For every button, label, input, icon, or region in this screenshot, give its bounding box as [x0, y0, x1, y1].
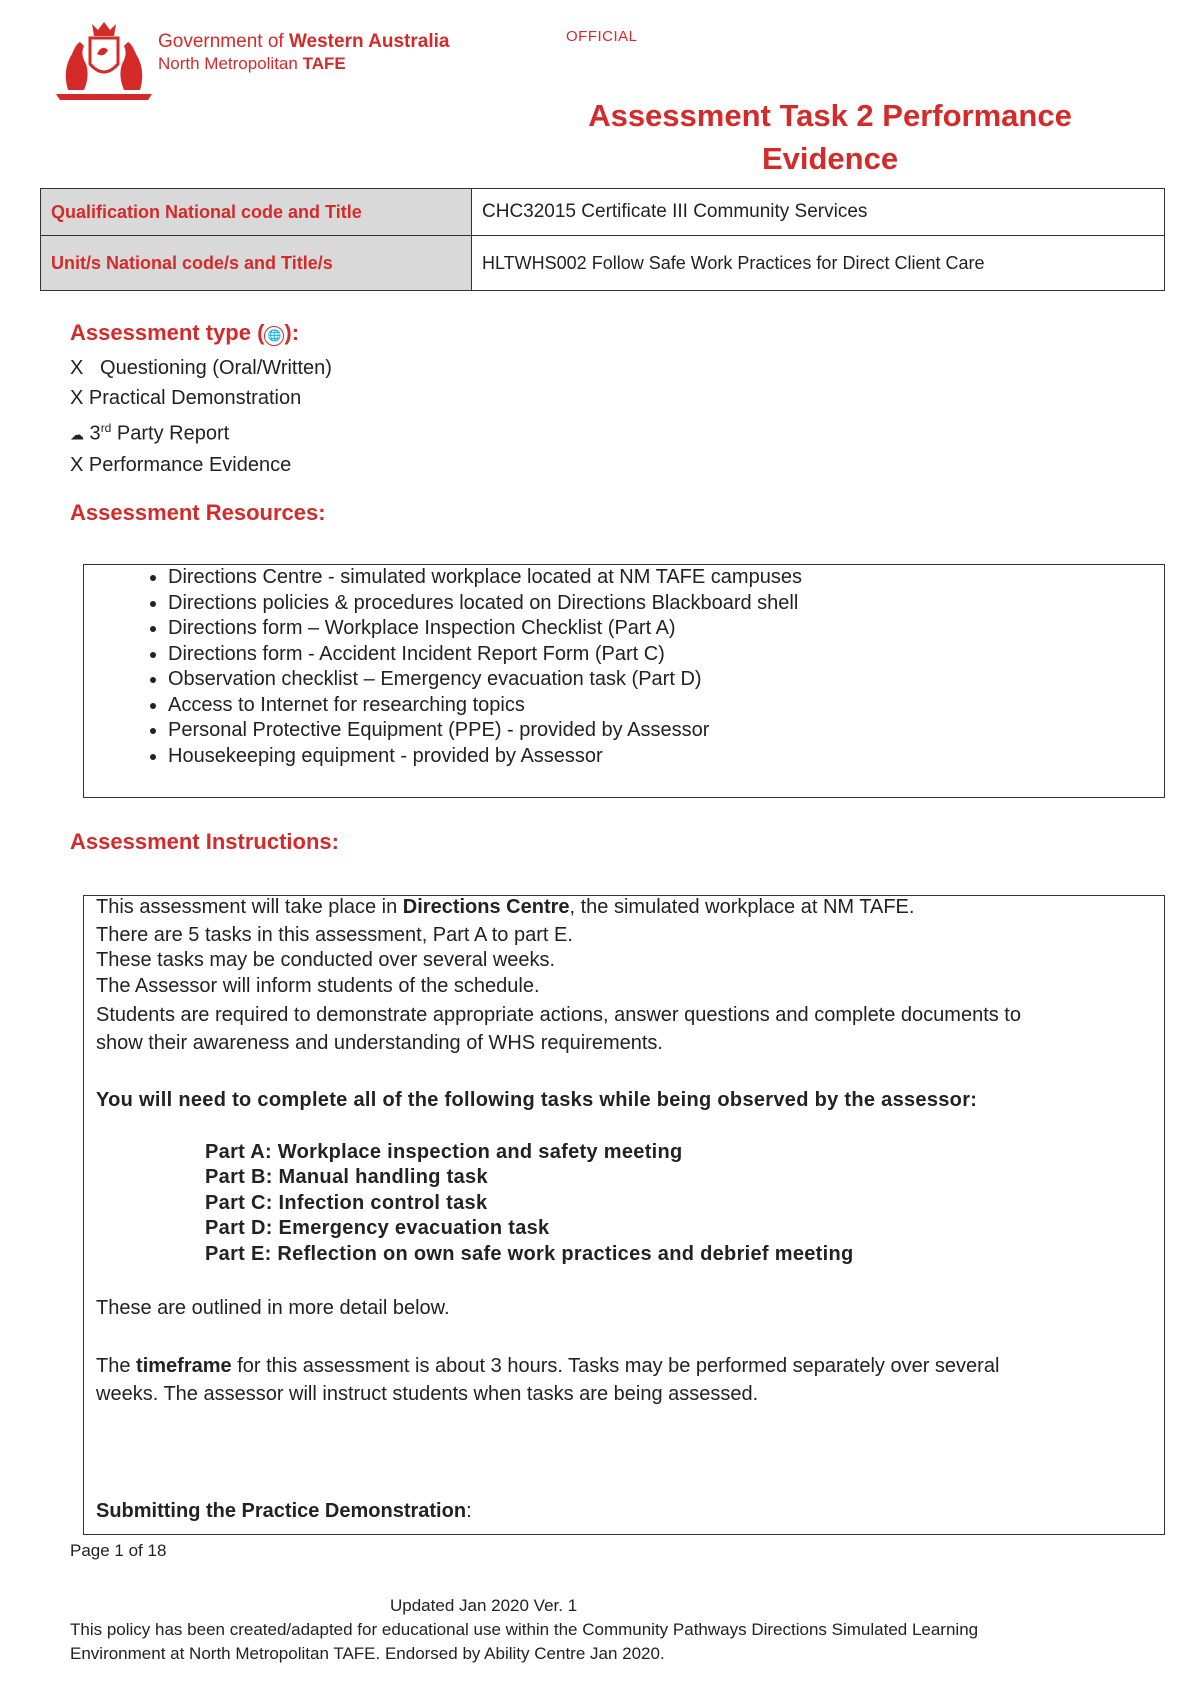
government-name: Government of Western Australia — [158, 31, 450, 52]
unit-label: Unit/s National code/s and Title/s — [41, 236, 472, 291]
page-title: Assessment Task 2 Performance Evidence — [588, 98, 1072, 176]
task-item: Part B: Manual handling task — [205, 1166, 488, 1188]
list-item: X Practical Demonstration — [70, 387, 302, 409]
list-item: • Observation checklist – Emergency evacuation task (Part D) — [168, 667, 1164, 693]
list-item: ☁ 3rd Party Report — [70, 421, 230, 445]
instructions-line: weeks. The assessor will instruct students when tasks are being assessed. — [96, 1383, 759, 1405]
instructions-line: These are outlined in more detail below. — [96, 1297, 450, 1319]
assessment-type-list — [70, 353, 332, 480]
list-item: • Directions form – Workplace Inspection Checklist (Part A) — [168, 616, 1164, 642]
unit-value: HLTWHS002 Follow Safe Work Practices for Direct Client Care — [472, 236, 1165, 291]
list-item: • Directions policies & procedures located on Directions Blackboard shell — [168, 591, 1164, 617]
timeframe-line: The timeframe for this assessment is about 3 hours. Tasks may be performed separately over several — [96, 1355, 1000, 1377]
instructions-line: The Assessor will inform students of the schedule. — [96, 975, 540, 997]
instructions-box — [83, 895, 1165, 1535]
wa-government-crest-logo — [50, 20, 158, 102]
classification-label: OFFICIAL — [566, 28, 638, 45]
assessment-type-heading: Assessment type ( 🌐 ): — [70, 320, 300, 345]
tasks-intro: You will need to complete all of the following tasks while being observed by the assessor: — [96, 1089, 978, 1111]
task-item: Part A: Workplace inspection and safety meeting — [205, 1141, 683, 1163]
instructions-line: Students are required to demonstrate appropriate actions, answer questions and complete documents to — [96, 1004, 1021, 1026]
policy-text: This policy has been created/adapted for educational use within the Community Pathways Directions Simulated Learning — [70, 1620, 979, 1639]
unchecked-mark-icon: ☁ — [70, 426, 84, 443]
list-item: • Housekeeping equipment - provided by Assessor — [168, 744, 1164, 770]
instructions-line: show their awareness and understanding of WHS requirements. — [96, 1032, 663, 1054]
qualification-label: Qualification National code and Title — [41, 189, 472, 236]
tafe-name: North Metropolitan TAFE — [158, 54, 346, 73]
task-item: Part C: Infection control task — [205, 1192, 488, 1214]
instructions-heading: Assessment Instructions: — [70, 829, 339, 854]
instructions-line: There are 5 tasks in this assessment, Part A to part E. — [96, 924, 573, 946]
instructions-line: These tasks may be conducted over several weeks. — [96, 949, 556, 971]
list-item: • Directions form - Accident Incident Report Form (Part C) — [168, 642, 1164, 668]
task-item: Part E: Reflection on own safe work practices and debrief meeting — [205, 1243, 854, 1265]
list-item: • Access to Internet for researching topics — [168, 693, 1164, 719]
qualification-value: CHC32015 Certificate III Community Services — [472, 189, 1165, 236]
instructions-line: This assessment will take place in Directions Centre, the simulated workplace at NM TAFE. — [96, 896, 915, 918]
qualification-table — [40, 188, 1165, 291]
resources-heading: Assessment Resources: — [70, 500, 326, 525]
list-item: X Questioning (Oral/Written) — [70, 357, 332, 379]
table-row — [41, 236, 1165, 291]
table-row — [41, 189, 1165, 236]
resources-list — [84, 565, 1164, 769]
submitting-heading: Submitting the Practice Demonstration: — [96, 1500, 472, 1522]
list-item: • Personal Protective Equipment (PPE) - provided by Assessor — [168, 718, 1164, 744]
page-number: Page 1 of 18 — [70, 1541, 167, 1560]
globe-icon: 🌐 — [264, 326, 284, 346]
task-item: Part D: Emergency evacuation task — [205, 1217, 550, 1239]
updated-label: Updated Jan 2020 Ver. 1 — [390, 1596, 578, 1615]
policy-text: Environment at North Metropolitan TAFE. Endorsed by Ability Centre Jan 2020. — [70, 1644, 665, 1663]
resources-box — [83, 564, 1165, 798]
list-item: • Directions Centre - simulated workplace located at NM TAFE campuses — [168, 565, 1164, 591]
list-item: X Performance Evidence — [70, 453, 292, 476]
